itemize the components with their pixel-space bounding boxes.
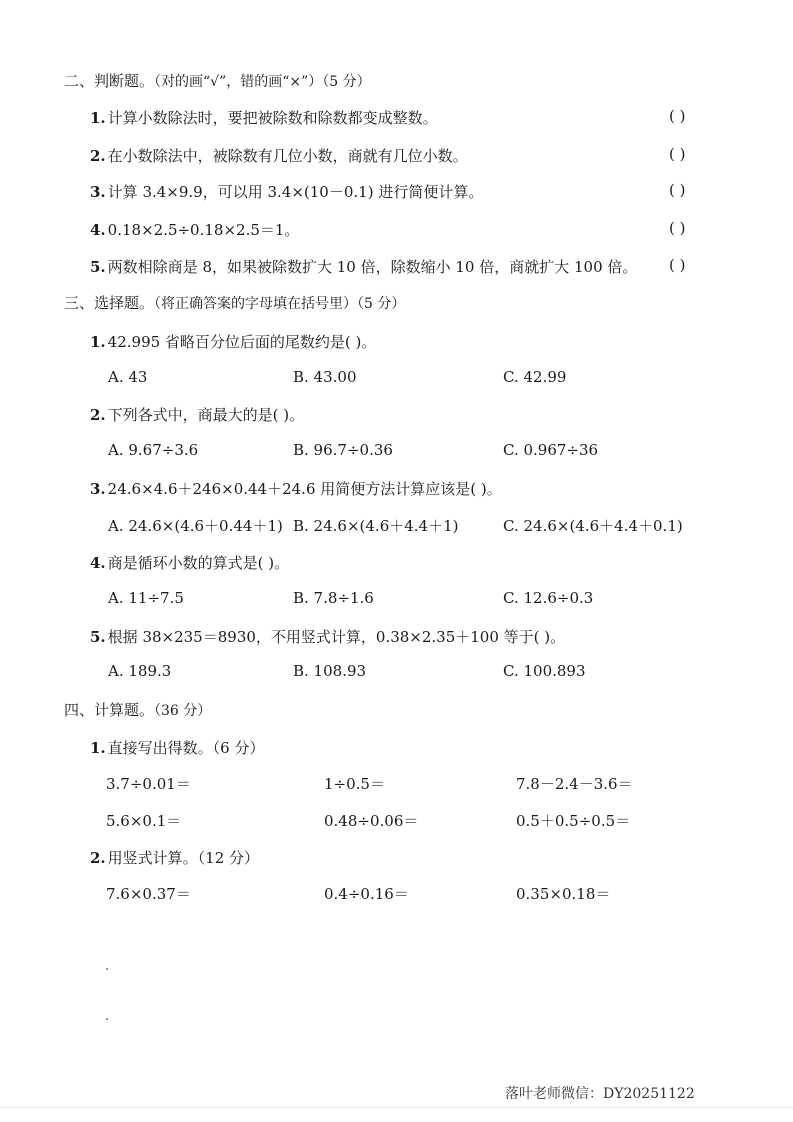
calc-item: 1÷0.5＝ — [324, 775, 385, 793]
section-4-title: 四、计算题。 — [64, 701, 155, 719]
option-b: B. 24.6×(4.6＋4.4＋1) — [293, 517, 459, 535]
judge-question-1 — [90, 107, 438, 128]
judge-question-3 — [90, 181, 483, 202]
judge-question-5 — [90, 256, 637, 277]
question-number: 1. — [90, 739, 106, 757]
question-text: 计算小数除法时，要把被除数和除数都变成整数。 — [107, 109, 438, 127]
option-c: C. 24.6×(4.6＋4.4＋0.1) — [503, 517, 683, 535]
choice-question-1 — [90, 331, 376, 352]
section-2-heading — [64, 70, 371, 91]
bottom-divider — [0, 1107, 793, 1108]
question-text: 商是循环小数的算式是( )。 — [107, 554, 290, 572]
question-number: 3. — [90, 480, 106, 498]
question-number: 2. — [90, 849, 106, 867]
section-3-note: （将正确答案的字母填在括号里）（5 分） — [154, 296, 406, 312]
question-number: 4. — [90, 221, 106, 239]
footer-watermark: 落叶老师微信：DY20251122 — [505, 1086, 695, 1102]
calc-item: 0.35×0.18＝ — [516, 885, 611, 903]
question-text: 两数相除商是 8，如果被除数扩大 10 倍，除数缩小 10 倍，商就扩大 100 倍。 — [107, 258, 638, 276]
question-text: 用竖式计算。（12 分） — [107, 849, 260, 867]
calc-item: 3.7÷0.01＝ — [106, 775, 191, 793]
calc-item: 0.4÷0.16＝ — [324, 885, 409, 903]
question-number: 2. — [90, 406, 106, 424]
choice-question-2 — [90, 404, 304, 425]
section-2-note: （对的画“√”，错的画“×”）（5 分） — [154, 74, 371, 90]
question-number: 5. — [90, 258, 106, 276]
judge-question-4 — [90, 219, 299, 240]
option-c: C. 100.893 — [503, 662, 586, 680]
calc-item: 0.5＋0.5÷0.5＝ — [516, 812, 631, 830]
option-a: A. 9.67÷3.6 — [108, 441, 199, 459]
question-text: 直接写出得数。（6 分） — [107, 739, 265, 757]
scan-dot — [106, 1018, 108, 1020]
section-2-title: 二、判断题。 — [64, 72, 155, 90]
question-text: 下列各式中，商最大的是( )。 — [107, 406, 305, 424]
choice-question-5 — [90, 626, 565, 647]
option-a: A. 189.3 — [108, 662, 172, 680]
answer-paren[interactable]: ( ) — [669, 145, 686, 163]
option-c: C. 0.967÷36 — [503, 441, 599, 459]
option-c: C. 12.6÷0.3 — [503, 589, 594, 607]
section-4-heading — [64, 699, 211, 720]
question-number: 1. — [90, 333, 106, 351]
option-a: A. 43 — [108, 368, 148, 386]
question-text: 在小数除法中，被除数有几位小数，商就有几位小数。 — [107, 147, 468, 165]
option-b: B. 43.00 — [293, 368, 357, 386]
scan-dot — [106, 968, 108, 970]
choice-question-4 — [90, 552, 289, 573]
calc-item: 0.48÷0.06＝ — [324, 812, 419, 830]
section-4-note: （36 分） — [154, 703, 212, 719]
answer-paren[interactable]: ( ) — [669, 256, 686, 274]
choice-question-3 — [90, 478, 502, 499]
calc-part-1 — [90, 737, 265, 758]
question-number: 5. — [90, 628, 106, 646]
option-b: B. 7.8÷1.6 — [293, 589, 374, 607]
calc-item: 5.6×0.1＝ — [106, 812, 182, 830]
question-number: 3. — [90, 183, 106, 201]
calc-item: 7.6×0.37＝ — [106, 885, 191, 903]
option-a: A. 24.6×(4.6＋0.44＋1) — [108, 517, 283, 535]
calc-item: 7.8－2.4－3.6＝ — [516, 775, 633, 793]
option-b: B. 108.93 — [293, 662, 367, 680]
calc-part-2 — [90, 847, 259, 868]
option-c: C. 42.99 — [503, 368, 567, 386]
judge-question-2 — [90, 145, 468, 166]
question-text: 根据 38×235＝8930，不用竖式计算，0.38×2.35＋100 等于( )。 — [107, 628, 566, 646]
question-text: 计算 3.4×9.9，可以用 3.4×(10－0.1) 进行简便计算。 — [107, 183, 484, 201]
option-a: A. 11÷7.5 — [108, 589, 184, 607]
answer-paren[interactable]: ( ) — [669, 181, 686, 199]
answer-paren[interactable]: ( ) — [669, 107, 686, 125]
question-number: 2. — [90, 147, 106, 165]
option-b: B. 96.7÷0.36 — [293, 441, 393, 459]
question-text: 24.6×4.6＋246×0.44＋24.6 用简便方法计算应该是( )。 — [107, 480, 502, 498]
question-text: 42.995 省略百分位后面的尾数约是( )。 — [107, 333, 377, 351]
question-number: 1. — [90, 109, 106, 127]
section-3-title: 三、选择题。 — [64, 294, 155, 312]
section-3-heading — [64, 292, 405, 313]
question-text: 0.18×2.5÷0.18×2.5＝1。 — [107, 221, 300, 239]
question-number: 4. — [90, 554, 106, 572]
answer-paren[interactable]: ( ) — [669, 219, 686, 237]
